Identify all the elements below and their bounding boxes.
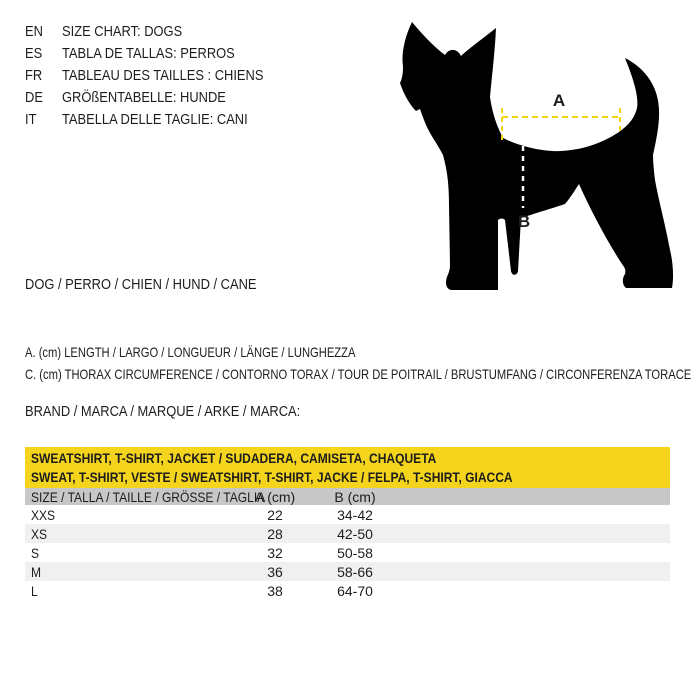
cell-b: 50-58 <box>337 544 373 561</box>
cell-a: 32 <box>267 544 283 561</box>
header-b-cm: B (cm) <box>334 488 376 505</box>
table-header-row <box>25 488 670 505</box>
language-row-fr <box>25 65 296 87</box>
length-description: A. (cm) LENGTH / LARGO / LONGUEUR / LÄNGE / LUNGHEZZA <box>25 344 356 360</box>
table-row <box>25 524 670 543</box>
cell-a: 36 <box>267 563 283 580</box>
cell-size: XXS <box>31 506 56 523</box>
header-size: SIZE / TALLA / TAILLE / GRÖSSE / TAGLIA <box>31 488 266 505</box>
cell-size: S <box>31 544 40 561</box>
length-measure-line <box>502 108 620 140</box>
cell-b: 58-66 <box>337 563 373 580</box>
language-list <box>25 21 296 131</box>
language-code: ES <box>25 45 43 62</box>
cell-b: 64-70 <box>337 582 373 599</box>
table-row <box>25 505 670 524</box>
language-code: IT <box>25 111 37 128</box>
language-code: DE <box>25 89 43 106</box>
thorax-description: C. (cm) THORAX CIRCUMFERENCE / CONTORNO TORAX / TOUR DE POITRAIL / BRUSTUMFANG / CIRCONFERENZA TORACE <box>25 366 692 382</box>
header-a-cm: A (cm) <box>254 488 296 505</box>
thorax-label: B <box>517 212 531 231</box>
cell-a: 22 <box>267 506 283 523</box>
banner-line-2: SWEAT, T-SHIRT, VESTE / SWEATSHIRT, T-SHIRT, JACKE / FELPA, T-SHIRT, GIACCA <box>31 469 513 485</box>
size-table <box>25 447 670 600</box>
length-label: A <box>552 91 566 110</box>
table-row <box>25 562 670 581</box>
cell-size: M <box>31 563 42 580</box>
language-row-es <box>25 43 296 65</box>
table-row <box>25 543 670 562</box>
cell-size: XS <box>31 525 48 542</box>
subject-line: DOG / PERRO / CHIEN / HUND / CANE <box>25 276 257 293</box>
cell-a: 38 <box>267 582 283 599</box>
banner-line-1: SWEATSHIRT, T-SHIRT, JACKET / SUDADERA, CAMISETA, CHAQUETA <box>31 450 437 466</box>
cell-size: L <box>31 582 38 599</box>
dog-silhouette-icon <box>400 22 673 290</box>
table-banner <box>25 447 670 488</box>
table-row <box>25 581 670 600</box>
cell-a: 28 <box>267 525 283 542</box>
language-row-en <box>25 21 296 43</box>
language-title: TABLEAU DES TAILLES : CHIENS <box>62 67 264 84</box>
dog-measurement-diagram <box>393 8 693 298</box>
brand-line: BRAND / MARCA / MARQUE / ARKE / MARCA: <box>25 403 301 420</box>
cell-b: 34-42 <box>337 506 373 523</box>
cell-b: 42-50 <box>337 525 373 542</box>
language-title: TABLA DE TALLAS: PERROS <box>62 45 235 62</box>
language-title: GRÖßENTABELLE: HUNDE <box>62 89 226 106</box>
language-row-it <box>25 109 296 131</box>
language-code: EN <box>25 23 43 40</box>
language-title: SIZE CHART: DOGS <box>62 23 183 40</box>
language-code: FR <box>25 67 43 84</box>
language-row-de <box>25 87 296 109</box>
measurement-descriptions <box>25 341 700 385</box>
language-title: TABELLA DELLE TAGLIE: CANI <box>62 111 248 128</box>
